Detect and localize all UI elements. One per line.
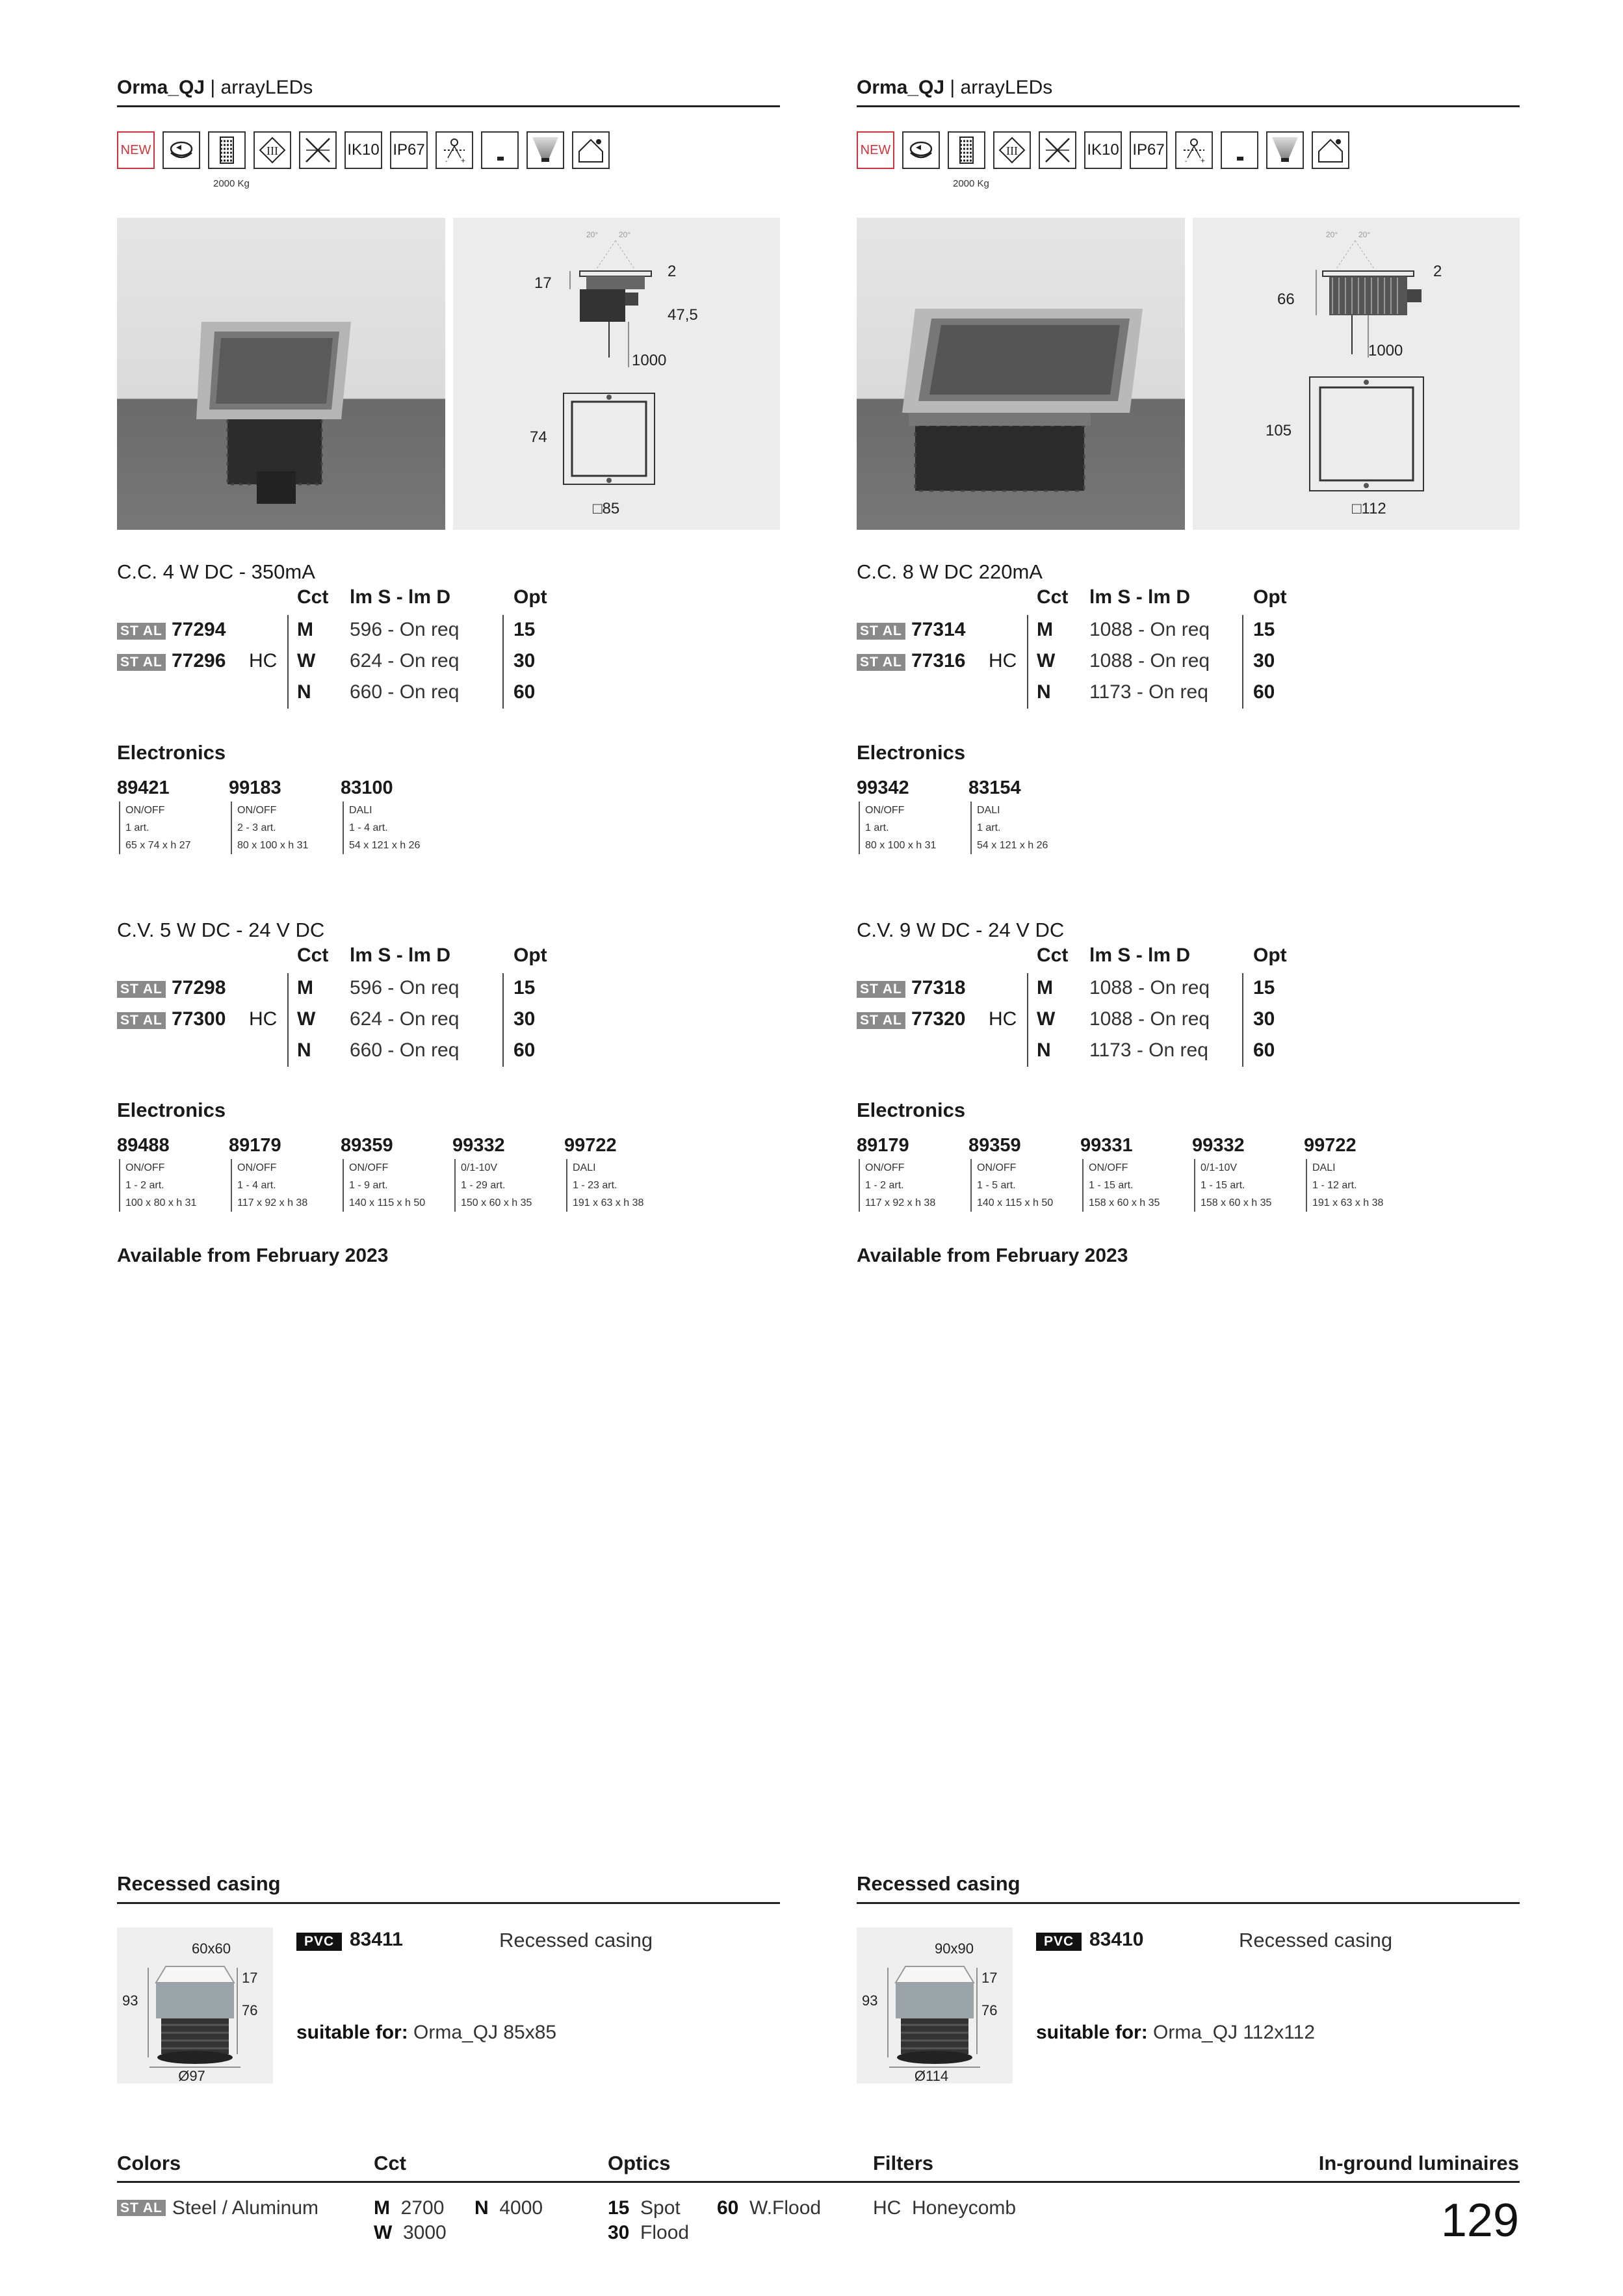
driver-item (229, 777, 339, 854)
class-iii-icon (993, 131, 1031, 169)
driver-type: DALI (573, 1162, 596, 1173)
power-title: C.V. 9 W DC - 24 V DC (857, 919, 1065, 941)
lumen-value: 1173 - On req (1089, 1039, 1208, 1061)
driver-articles: 1 - 15 art. (1201, 1180, 1245, 1191)
driver-size: 65 x 74 x h 27 (125, 840, 191, 851)
power-title: C.V. 5 W DC - 24 V DC (117, 919, 325, 941)
drive-over-icon (208, 131, 246, 169)
driver-item (452, 1135, 563, 1212)
power-title: C.C. 4 W DC - 350mA (117, 560, 315, 583)
optic-divider (502, 973, 504, 1067)
driver-articles: 1 art. (125, 822, 149, 833)
spec-table-cc (857, 560, 1520, 710)
cct-code: W (1037, 650, 1056, 672)
table-row (117, 973, 780, 1004)
lumen-value: 660 - On req (350, 681, 460, 703)
finish-badge: ST AL (117, 981, 166, 998)
electronics-cv_electronics (117, 1099, 780, 1216)
driver-info (859, 802, 967, 854)
driver-code: 99722 (1304, 1135, 1357, 1156)
lumen-value: 1088 - On req (1089, 977, 1210, 998)
footer-colors-title: Colors (117, 2152, 181, 2174)
table-row (117, 1004, 780, 1036)
cct-divider (1027, 973, 1028, 1067)
driver-code: 83154 (968, 777, 1021, 798)
driver-item (1192, 1135, 1303, 1212)
driver-size: 140 x 115 x h 50 (977, 1197, 1054, 1208)
electronics-cc_electronics (117, 741, 780, 858)
svg-text:20°: 20° (1326, 230, 1338, 239)
driver-info (859, 1159, 967, 1212)
driver-size: 191 x 63 x h 38 (1312, 1197, 1384, 1208)
recessed-title: Recessed casing (117, 1872, 780, 1904)
material-badge: PVC (1036, 1933, 1082, 1951)
load-capacity: 2000 Kg (213, 178, 250, 189)
svg-text:III: III (1006, 144, 1018, 157)
driver-type: ON/OFF (125, 1162, 165, 1173)
feature-icons (857, 131, 1349, 170)
driver-type: DALI (1312, 1162, 1336, 1173)
driver-articles: 1 - 2 art. (125, 1180, 164, 1191)
optic-value: 15 (513, 619, 536, 640)
finish-badge: ST AL (117, 1012, 166, 1029)
driver-info (454, 1159, 563, 1212)
suitable-for: suitable for: Orma_QJ 85x85 (296, 2022, 557, 2043)
svg-text:2: 2 (1433, 263, 1442, 280)
cct-code: W (1037, 1008, 1056, 1030)
driver-articles: 1 - 15 art. (1089, 1180, 1134, 1191)
temperature-icon (1175, 131, 1213, 169)
svg-text:93: 93 (122, 1992, 138, 2009)
driver-code: 89179 (229, 1135, 281, 1156)
finish-badge: ST AL (117, 654, 166, 671)
rotate-icon (902, 131, 940, 169)
ik10-icon: IK10 (1084, 131, 1122, 169)
ik10-icon: IK10 (344, 131, 382, 169)
spec-table-cv (857, 919, 1520, 1068)
svg-text:105: 105 (1266, 422, 1292, 439)
driver-type: ON/OFF (125, 805, 165, 816)
driver-type: ON/OFF (865, 1162, 905, 1173)
ip67-icon: IP67 (1130, 131, 1167, 169)
optic-value: 60 (1253, 681, 1275, 703)
article-code: 77314 (911, 619, 966, 640)
new-badge-icon: NEW (857, 131, 894, 169)
lumen-value: 596 - On req (350, 619, 460, 640)
driver-size: 80 x 100 x h 31 (865, 840, 937, 851)
optic-value: 60 (1253, 1039, 1275, 1061)
feature-icons (117, 131, 610, 170)
driver-size: 100 x 80 x h 31 (125, 1197, 197, 1208)
driver-info (343, 802, 451, 854)
footer-cct-w: W 3000 (374, 2222, 447, 2243)
driver-info (231, 802, 339, 854)
driver-size: 54 x 121 x h 26 (977, 840, 1048, 851)
driver-code: 99331 (1080, 1135, 1133, 1156)
svg-text:□85: □85 (593, 500, 620, 517)
optic-value: 15 (513, 977, 536, 998)
flush-icon (1221, 131, 1258, 169)
driver-articles: 1 - 4 art. (349, 822, 388, 833)
cct-code: N (297, 681, 311, 703)
svg-text:1000: 1000 (632, 352, 667, 369)
optic-divider (502, 615, 504, 709)
svg-text:20°: 20° (1358, 230, 1371, 239)
col-header-lumen: lm S - lm D (1089, 945, 1191, 966)
svg-text:20°: 20° (619, 230, 631, 239)
footer-divider (117, 2181, 1520, 2183)
driver-type: ON/OFF (1089, 1162, 1128, 1173)
cct-code: N (1037, 681, 1051, 703)
driver-code: 99332 (1192, 1135, 1245, 1156)
page-number: 129 (1440, 2195, 1519, 2247)
driver-size: 158 x 60 x h 35 (1089, 1197, 1160, 1208)
driver-item (229, 1135, 339, 1212)
svg-text:+: + (461, 156, 466, 164)
svg-text:76: 76 (242, 2002, 258, 2018)
article-code: 77316 (911, 650, 966, 672)
driver-size: 191 x 63 x h 38 (573, 1197, 644, 1208)
filter-code: HC (989, 650, 1017, 672)
col-header-optic: Opt (513, 586, 547, 608)
load-capacity: 2000 Kg (953, 178, 989, 189)
cct-code: M (297, 619, 313, 640)
driver-info (970, 1159, 1079, 1212)
svg-text:66: 66 (1277, 291, 1295, 308)
table-row (117, 1036, 780, 1067)
lumen-value: 660 - On req (350, 1039, 460, 1061)
optic-value: 15 (1253, 619, 1275, 640)
driver-item (564, 1135, 675, 1212)
col-header-cct: Cct (1037, 586, 1069, 608)
spec-table-cc (117, 560, 780, 710)
optic-value: 30 (1253, 1008, 1275, 1030)
table-row (117, 615, 780, 646)
svg-text:90x90: 90x90 (935, 1940, 974, 1957)
cct-code: M (297, 977, 313, 998)
footer-cct-m: M 2700 (374, 2197, 445, 2219)
optic-value: 30 (513, 650, 536, 672)
footer-optic-60: 60 W.Flood (717, 2197, 822, 2219)
light-down-icon (1266, 131, 1304, 169)
table-row (857, 1036, 1520, 1067)
svg-text:17: 17 (534, 274, 552, 292)
driver-code: 99332 (452, 1135, 505, 1156)
col-header-cct: Cct (297, 586, 329, 608)
cct-code: W (297, 650, 316, 672)
driver-item (857, 777, 967, 854)
flush-icon (481, 131, 519, 169)
col-header-cct: Cct (1037, 945, 1069, 966)
article-code: 77318 (911, 977, 966, 998)
driver-item (1304, 1135, 1414, 1212)
footer-color-value (117, 2197, 318, 2219)
col-header-optic: Opt (1253, 586, 1287, 608)
article-code: 77294 (172, 619, 226, 640)
driver-articles: 1 - 12 art. (1312, 1180, 1357, 1191)
lumen-value: 624 - On req (350, 650, 460, 672)
driver-item (968, 777, 1079, 854)
lumen-value: 1088 - On req (1089, 1008, 1210, 1030)
finish-badge: ST AL (117, 623, 166, 640)
driver-articles: 1 - 23 art. (573, 1180, 617, 1191)
svg-text:-: - (445, 158, 448, 164)
svg-text:Ø114: Ø114 (914, 2068, 949, 2083)
driver-size: 80 x 100 x h 31 (237, 840, 309, 851)
driver-code: 99722 (564, 1135, 617, 1156)
svg-text:□112: □112 (1352, 500, 1386, 517)
svg-text:93: 93 (862, 1992, 878, 2009)
article-code: 77298 (172, 977, 226, 998)
electronics-cv_electronics (857, 1099, 1520, 1216)
no-cover-icon (1039, 131, 1076, 169)
new-badge-icon: NEW (117, 131, 155, 169)
footer-category: In-ground luminaires (1318, 2152, 1519, 2174)
driver-item (117, 1135, 227, 1212)
driver-info (1194, 1159, 1303, 1212)
optic-value: 60 (513, 681, 536, 703)
svg-text:2: 2 (668, 263, 677, 280)
driver-item (341, 1135, 451, 1212)
recessed-code: 83410 (1089, 1929, 1144, 1950)
temperature-icon (435, 131, 473, 169)
col-header-lumen: lm S - lm D (350, 945, 451, 966)
class-iii-icon (253, 131, 291, 169)
lumen-value: 1088 - On req (1089, 650, 1210, 672)
svg-text:1000: 1000 (1368, 342, 1403, 359)
product-photo (117, 218, 445, 530)
col-header-optic: Opt (1253, 945, 1287, 966)
outdoor-house-icon (572, 131, 610, 169)
driver-size: 150 x 60 x h 35 (461, 1197, 532, 1208)
driver-size: 117 x 92 x h 38 (237, 1197, 308, 1208)
electronics-title: Electronics (857, 741, 966, 764)
finish-badge: ST AL (857, 1012, 905, 1029)
article-code: 77296 (172, 650, 226, 672)
driver-item (341, 777, 451, 854)
recessed-casing-image (117, 1927, 273, 2083)
ip67-icon: IP67 (390, 131, 428, 169)
driver-articles: 1 - 5 art. (977, 1180, 1016, 1191)
electronics-title: Electronics (117, 1099, 226, 1121)
driver-articles: 1 art. (977, 822, 1001, 833)
driver-item (968, 1135, 1079, 1212)
cct-divider (1027, 615, 1028, 709)
technical-drawing (1193, 218, 1520, 530)
driver-item (857, 1135, 967, 1212)
drive-over-icon (948, 131, 985, 169)
technical-drawing (453, 218, 780, 530)
driver-code: 89421 (117, 777, 170, 798)
suitable-for: suitable for: Orma_QJ 112x112 (1036, 2022, 1316, 2043)
electronics-cc_electronics (857, 741, 1520, 858)
table-row (857, 646, 1520, 677)
optic-value: 30 (513, 1008, 536, 1030)
driver-articles: 1 - 2 art. (865, 1180, 904, 1191)
driver-size: 117 x 92 x h 38 (865, 1197, 936, 1208)
driver-articles: 1 - 29 art. (461, 1180, 506, 1191)
lumen-value: 1088 - On req (1089, 619, 1210, 640)
product-title: Orma_QJ | arrayLEDs (117, 77, 780, 107)
svg-text:Ø97: Ø97 (178, 2068, 205, 2083)
driver-type: ON/OFF (349, 1162, 389, 1173)
driver-info (119, 1159, 227, 1212)
driver-articles: 1 - 9 art. (349, 1180, 388, 1191)
product-title: Orma_QJ | arrayLEDs (857, 77, 1520, 107)
rotate-icon (162, 131, 200, 169)
optic-value: 60 (513, 1039, 536, 1061)
color-badge: ST AL (117, 2200, 166, 2216)
table-row (857, 1004, 1520, 1036)
driver-type: DALI (349, 805, 372, 816)
driver-item (117, 777, 227, 854)
driver-type: ON/OFF (865, 805, 905, 816)
driver-code: 83100 (341, 777, 393, 798)
driver-code: 89359 (968, 1135, 1021, 1156)
lumen-value: 1173 - On req (1089, 681, 1208, 703)
col-header-lumen: lm S - lm D (350, 586, 451, 608)
filter-code: HC (249, 1008, 278, 1030)
optic-divider (1242, 973, 1243, 1067)
power-title: C.C. 8 W DC 220mA (857, 560, 1043, 583)
lumen-value: 624 - On req (350, 1008, 460, 1030)
cct-code: N (297, 1039, 311, 1061)
footer-optic-30: 30 Flood (608, 2222, 690, 2243)
driver-item (1080, 1135, 1191, 1212)
driver-code: 89179 (857, 1135, 909, 1156)
svg-text:76: 76 (981, 2002, 998, 2018)
cct-code: N (1037, 1039, 1051, 1061)
footer-filters-title: Filters (873, 2152, 934, 2174)
driver-articles: 1 - 4 art. (237, 1180, 276, 1191)
recessed-description: Recessed casing (499, 1929, 653, 1951)
driver-info (566, 1159, 675, 1212)
svg-text:47,5: 47,5 (668, 306, 698, 324)
product-photo (857, 218, 1185, 530)
filter-code: HC (989, 1008, 1017, 1030)
svg-text:74: 74 (530, 428, 547, 446)
recessed-casing-image (857, 1927, 1013, 2083)
cct-divider (287, 615, 289, 709)
driver-type: ON/OFF (977, 1162, 1017, 1173)
electronics-title: Electronics (857, 1099, 966, 1121)
optic-divider (1242, 615, 1243, 709)
driver-type: ON/OFF (237, 805, 277, 816)
driver-code: 89488 (117, 1135, 170, 1156)
cct-code: W (297, 1008, 316, 1030)
availability-note: Available from February 2023 (117, 1245, 389, 1266)
no-cover-icon (299, 131, 337, 169)
footer-optics-title: Optics (608, 2152, 671, 2174)
electronics-title: Electronics (117, 741, 226, 764)
table-row (857, 677, 1520, 709)
recessed-description: Recessed casing (1239, 1929, 1393, 1951)
driver-info (343, 1159, 451, 1212)
svg-text:17: 17 (981, 1970, 998, 1986)
driver-code: 89359 (341, 1135, 393, 1156)
cct-code: M (1037, 619, 1053, 640)
svg-text:60x60: 60x60 (192, 1940, 231, 1957)
driver-articles: 2 - 3 art. (237, 822, 276, 833)
driver-size: 158 x 60 x h 35 (1201, 1197, 1272, 1208)
driver-size: 54 x 121 x h 26 (349, 840, 421, 851)
driver-info (970, 802, 1079, 854)
cct-code: M (1037, 977, 1053, 998)
driver-info (1082, 1159, 1191, 1212)
table-row (117, 646, 780, 677)
finish-badge: ST AL (857, 654, 905, 671)
driver-code: 99342 (857, 777, 909, 798)
driver-type: ON/OFF (237, 1162, 277, 1173)
optic-value: 30 (1253, 650, 1275, 672)
outdoor-house-icon (1312, 131, 1349, 169)
svg-text:17: 17 (242, 1970, 258, 1986)
cct-divider (287, 973, 289, 1067)
table-row (857, 615, 1520, 646)
col-header-cct: Cct (297, 945, 329, 966)
recessed-title: Recessed casing (857, 1872, 1520, 1904)
driver-info (119, 802, 227, 854)
article-code: 77300 (172, 1008, 226, 1030)
color-label: Steel / Aluminum (172, 2197, 318, 2219)
driver-type: 0/1-10V (1201, 1162, 1238, 1173)
material-badge: PVC (296, 1933, 342, 1951)
filter-code: HC (249, 650, 278, 672)
svg-text:+: + (1201, 156, 1206, 164)
col-header-lumen: lm S - lm D (1089, 586, 1191, 608)
svg-text:20°: 20° (586, 230, 599, 239)
spec-table-cv (117, 919, 780, 1068)
footer-cct-title: Cct (374, 2152, 406, 2174)
driver-info (1306, 1159, 1414, 1212)
product-column-left (117, 0, 780, 2296)
svg-text:-: - (1185, 158, 1188, 164)
article-code: 77320 (911, 1008, 966, 1030)
driver-type: DALI (977, 805, 1000, 816)
lumen-value: 596 - On req (350, 977, 460, 998)
svg-text:III: III (266, 144, 278, 157)
driver-info (231, 1159, 339, 1212)
table-row (857, 973, 1520, 1004)
footer-cct-n: N 4000 (474, 2197, 543, 2219)
recessed-code: 83411 (350, 1929, 403, 1950)
driver-articles: 1 art. (865, 822, 889, 833)
col-header-optic: Opt (513, 945, 547, 966)
driver-type: 0/1-10V (461, 1162, 498, 1173)
finish-badge: ST AL (857, 623, 905, 640)
finish-badge: ST AL (857, 981, 905, 998)
footer-filter-hc: HC Honeycomb (873, 2197, 1017, 2219)
driver-size: 140 x 115 x h 50 (349, 1197, 426, 1208)
driver-code: 99183 (229, 777, 281, 798)
availability-note: Available from February 2023 (857, 1245, 1128, 1266)
optic-value: 15 (1253, 977, 1275, 998)
table-row (117, 677, 780, 709)
light-down-icon (526, 131, 564, 169)
product-column-right (857, 0, 1520, 2296)
footer-optic-15: 15 Spot (608, 2197, 681, 2219)
